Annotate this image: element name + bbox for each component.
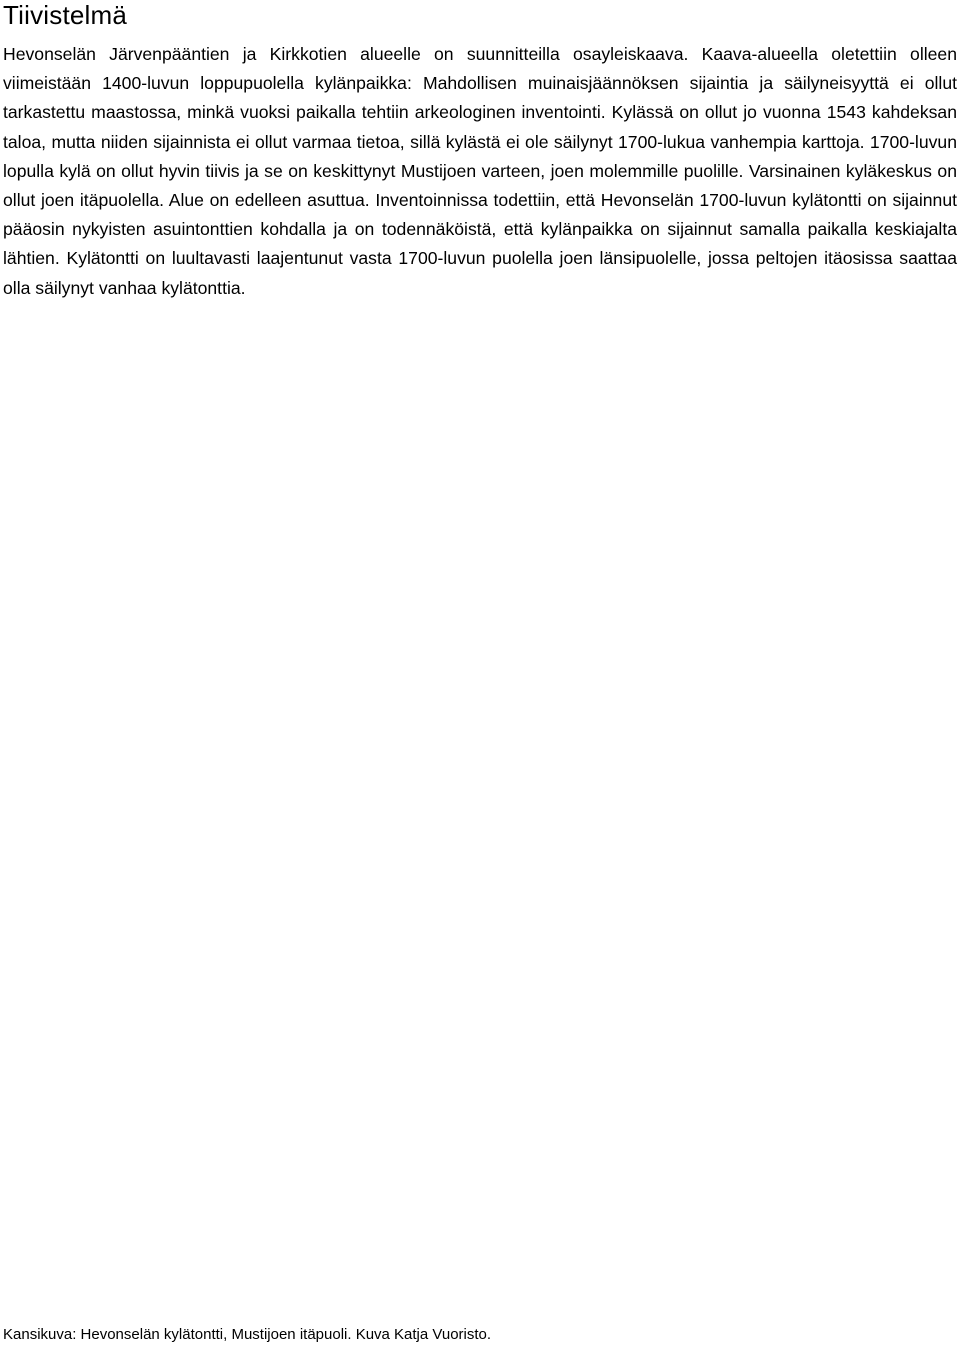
cover-image-caption: Kansikuva: Hevonselän kylätontti, Mustijoen itäpuoli. Kuva Katja Vuoristo. [3,1326,492,1343]
page-title: Tiivistelmä [3,0,128,30]
summary-paragraph: Hevonselän Järvenpääntien ja Kirkkotien alueelle on suunnitteilla osayleiskaava. Kaava-alueella oletettiin olleen viimeistään 1400-luvun loppupuolella kylänpaikka: Mahdollisen muinaisjäännöksen sijaintia ja säilyneisyyttä ei ollut tarkastettu maastossa, minkä vuoksi paikalla tehtiin arkeologinen inventointi. Kylässä on ollut jo vuonna 1543 kahdeksan taloa, mutta niiden sijainnista ei ollut varmaa tietoa, sillä kylästä ei ole säilynyt 1700-lukua vanhempia karttoja. 1700-luvun lopulla kylä on ollut hyvin tiivis ja se on keskittynyt Mustijoen varteen, joen molemmille puolille. Varsinainen kyläkeskus on ollut joen itäpuolella. Alue on edelleen asuttua. Inventoinnissa todettiin, että Hevonselän 1700-luvun kylätontti on sijainnut pääosin nykyisten asuintonttien kohdalla ja on todennäköistä, että kylänpaikka on sijainnut samalla paikalla keskiajalta lähtien. Kylätontti on luultavasti laajentunut vasta 1700-luvun puolella joen länsipuolelle, jossa peltojen itäosissa saattaa olla säilynyt vanhaa kylätonttia. [3,44,957,298]
